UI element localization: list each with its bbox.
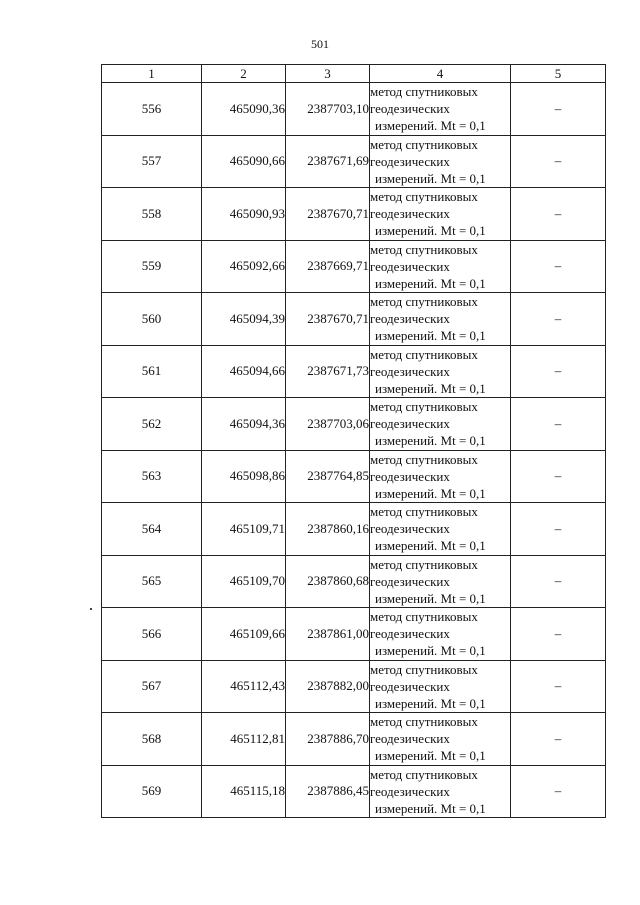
- y-coordinate-cell: 2387703,10: [286, 83, 370, 136]
- x-coordinate-cell: 465090,36: [202, 83, 286, 136]
- method-text-line: измерений. Mt = 0,1: [375, 748, 486, 764]
- method-text-line: геодезических: [370, 468, 450, 484]
- y-coordinate-cell: 2387671,69: [286, 135, 370, 188]
- method-cell: [370, 293, 511, 346]
- table-row: [102, 450, 606, 503]
- method-cell: [370, 555, 511, 608]
- method-text-line: метод спутниковых: [370, 294, 478, 310]
- method-text-line: метод спутниковых: [370, 189, 478, 205]
- point-number-cell: 562: [102, 398, 202, 451]
- point-number-cell: 558: [102, 188, 202, 241]
- x-coordinate-cell: 465109,70: [202, 555, 286, 608]
- method-cell: [370, 450, 511, 503]
- method-text-line: геодезических: [370, 101, 450, 117]
- empty-value-cell: –: [511, 240, 606, 293]
- method-text-line: измерений. Mt = 0,1: [375, 223, 486, 239]
- point-number-cell: 556: [102, 83, 202, 136]
- table-body: [102, 83, 606, 818]
- method-text-line: геодезических: [370, 521, 450, 537]
- y-coordinate-cell: 2387886,70: [286, 713, 370, 766]
- point-number-cell: 568: [102, 713, 202, 766]
- point-number-cell: 565: [102, 555, 202, 608]
- empty-value-cell: –: [511, 503, 606, 556]
- header-col-5: 5: [511, 65, 606, 83]
- empty-value-cell: –: [511, 135, 606, 188]
- x-coordinate-cell: 465109,66: [202, 608, 286, 661]
- method-cell: [370, 398, 511, 451]
- table-row: [102, 660, 606, 713]
- method-text-line: измерений. Mt = 0,1: [375, 643, 486, 659]
- method-text-line: геодезических: [370, 258, 450, 274]
- method-text-line: геодезических: [370, 573, 450, 589]
- x-coordinate-cell: 465094,66: [202, 345, 286, 398]
- method-text-line: метод спутниковых: [370, 241, 478, 257]
- method-text-line: измерений. Mt = 0,1: [375, 485, 486, 501]
- method-cell: [370, 240, 511, 293]
- empty-value-cell: –: [511, 608, 606, 661]
- y-coordinate-cell: 2387860,68: [286, 555, 370, 608]
- x-coordinate-cell: 465090,66: [202, 135, 286, 188]
- x-coordinate-cell: 465115,18: [202, 765, 286, 818]
- table-row: [102, 398, 606, 451]
- method-cell: [370, 188, 511, 241]
- method-text-line: метод спутниковых: [370, 346, 478, 362]
- empty-value-cell: –: [511, 765, 606, 818]
- empty-value-cell: –: [511, 660, 606, 713]
- y-coordinate-cell: 2387670,71: [286, 293, 370, 346]
- coordinates-table: [101, 64, 606, 818]
- method-cell: [370, 503, 511, 556]
- point-number-cell: 563: [102, 450, 202, 503]
- point-number-cell: 561: [102, 345, 202, 398]
- method-text-line: метод спутниковых: [370, 661, 478, 677]
- method-text-line: измерений. Mt = 0,1: [375, 170, 486, 186]
- table-row: [102, 555, 606, 608]
- point-number-cell: 559: [102, 240, 202, 293]
- method-cell: [370, 135, 511, 188]
- x-coordinate-cell: 465092,66: [202, 240, 286, 293]
- x-coordinate-cell: 465112,43: [202, 660, 286, 713]
- point-number-cell: 569: [102, 765, 202, 818]
- empty-value-cell: –: [511, 188, 606, 241]
- table-row: [102, 345, 606, 398]
- y-coordinate-cell: 2387860,16: [286, 503, 370, 556]
- method-text-line: метод спутниковых: [370, 451, 478, 467]
- method-text-line: измерений. Mt = 0,1: [375, 538, 486, 554]
- method-cell: [370, 713, 511, 766]
- method-text-line: измерений. Mt = 0,1: [375, 433, 486, 449]
- y-coordinate-cell: 2387886,45: [286, 765, 370, 818]
- method-text-line: измерений. Mt = 0,1: [375, 118, 486, 134]
- method-text-line: измерений. Mt = 0,1: [375, 328, 486, 344]
- table-row: [102, 608, 606, 661]
- point-number-cell: 567: [102, 660, 202, 713]
- method-text-line: измерений. Mt = 0,1: [375, 800, 486, 816]
- y-coordinate-cell: 2387764,85: [286, 450, 370, 503]
- method-text-line: измерений. Mt = 0,1: [375, 275, 486, 291]
- method-text-line: измерений. Mt = 0,1: [375, 380, 486, 396]
- empty-value-cell: –: [511, 398, 606, 451]
- page-number: 501: [311, 37, 329, 51]
- method-text-line: геодезических: [370, 416, 450, 432]
- x-coordinate-cell: 465109,71: [202, 503, 286, 556]
- point-number-cell: 566: [102, 608, 202, 661]
- y-coordinate-cell: 2387703,06: [286, 398, 370, 451]
- method-text-line: геодезических: [370, 626, 450, 642]
- method-text-line: геодезических: [370, 311, 450, 327]
- table-row: [102, 713, 606, 766]
- x-coordinate-cell: 465094,39: [202, 293, 286, 346]
- header-col-2: 2: [202, 65, 286, 83]
- method-text-line: геодезических: [370, 153, 450, 169]
- method-text-line: геодезических: [370, 363, 450, 379]
- point-number-cell: 560: [102, 293, 202, 346]
- x-coordinate-cell: 465094,36: [202, 398, 286, 451]
- table-row: [102, 240, 606, 293]
- method-cell: [370, 660, 511, 713]
- y-coordinate-cell: 2387882,00: [286, 660, 370, 713]
- y-coordinate-cell: 2387669,71: [286, 240, 370, 293]
- y-coordinate-cell: 2387671,73: [286, 345, 370, 398]
- y-coordinate-cell: 2387670,71: [286, 188, 370, 241]
- x-coordinate-cell: 465090,93: [202, 188, 286, 241]
- table-row: [102, 503, 606, 556]
- method-text-line: метод спутниковых: [370, 714, 478, 730]
- point-number-cell: 557: [102, 135, 202, 188]
- empty-value-cell: –: [511, 293, 606, 346]
- empty-value-cell: –: [511, 83, 606, 136]
- table-row: [102, 83, 606, 136]
- header-col-3: 3: [286, 65, 370, 83]
- y-coordinate-cell: 2387861,00: [286, 608, 370, 661]
- scan-speck: [90, 608, 92, 610]
- table-header-row: [102, 65, 606, 83]
- header-col-4: 4: [370, 65, 511, 83]
- method-text-line: измерений. Mt = 0,1: [375, 695, 486, 711]
- table-row: [102, 135, 606, 188]
- method-text-line: метод спутниковых: [370, 504, 478, 520]
- method-text-line: метод спутниковых: [370, 609, 478, 625]
- method-cell: [370, 345, 511, 398]
- method-text-line: геодезических: [370, 783, 450, 799]
- table-row: [102, 765, 606, 818]
- method-cell: [370, 765, 511, 818]
- method-text-line: геодезических: [370, 731, 450, 747]
- table-row: [102, 188, 606, 241]
- empty-value-cell: –: [511, 555, 606, 608]
- method-cell: [370, 608, 511, 661]
- method-cell: [370, 83, 511, 136]
- method-text-line: метод спутниковых: [370, 84, 478, 100]
- empty-value-cell: –: [511, 713, 606, 766]
- empty-value-cell: –: [511, 450, 606, 503]
- point-number-cell: 564: [102, 503, 202, 556]
- method-text-line: метод спутниковых: [370, 556, 478, 572]
- method-text-line: метод спутниковых: [370, 766, 478, 782]
- empty-value-cell: –: [511, 345, 606, 398]
- x-coordinate-cell: 465112,81: [202, 713, 286, 766]
- x-coordinate-cell: 465098,86: [202, 450, 286, 503]
- header-col-1: 1: [102, 65, 202, 83]
- method-text-line: метод спутниковых: [370, 136, 478, 152]
- table-row: [102, 293, 606, 346]
- method-text-line: геодезических: [370, 678, 450, 694]
- method-text-line: метод спутниковых: [370, 399, 478, 415]
- method-text-line: геодезических: [370, 206, 450, 222]
- method-text-line: измерений. Mt = 0,1: [375, 590, 486, 606]
